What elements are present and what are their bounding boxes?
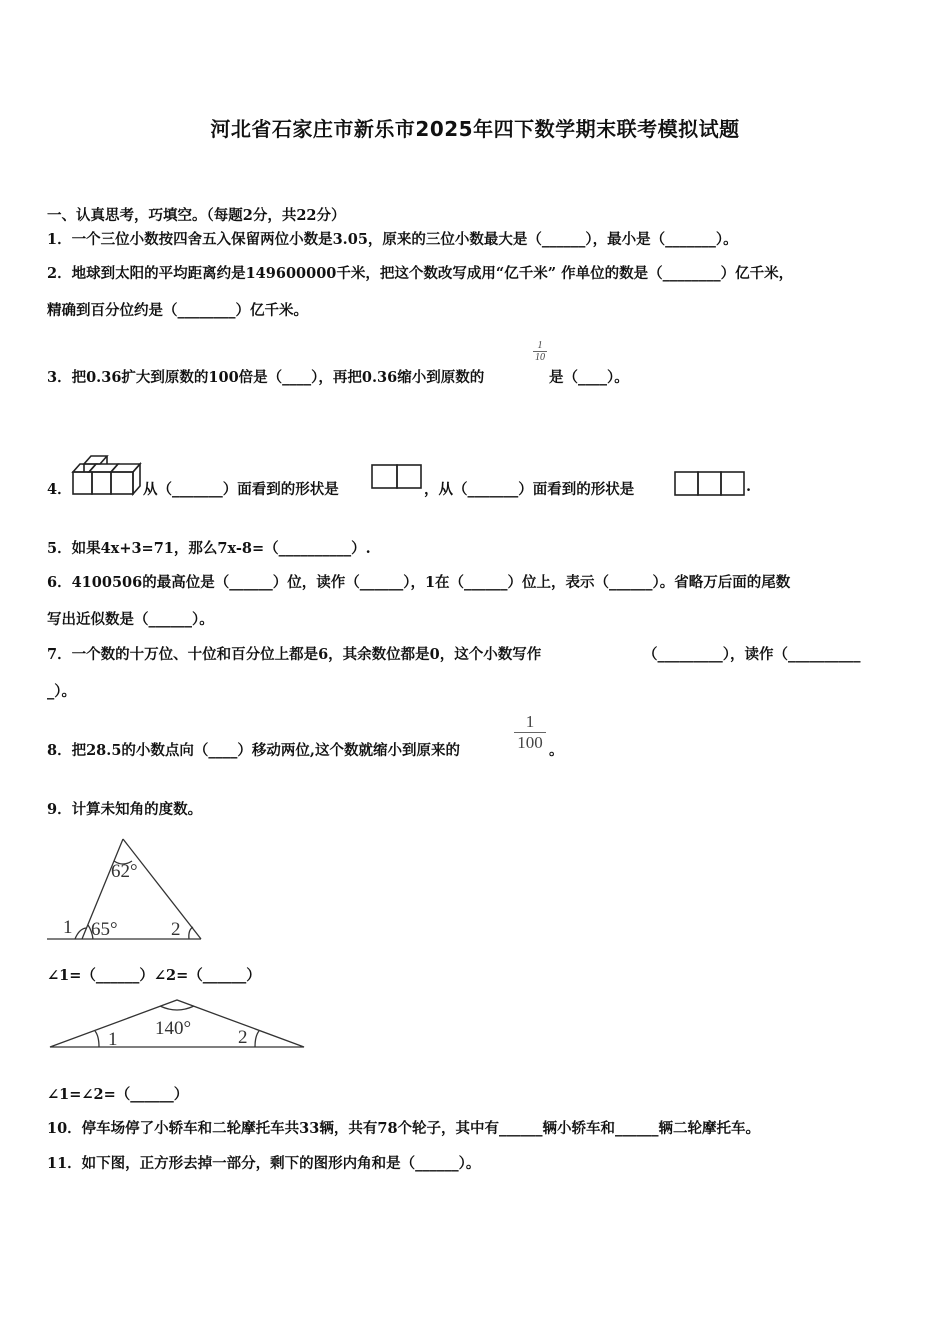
question-3-part-1: 3．把0.36扩大到原数的100倍是（____），再把0.36缩小到原数的 [47, 369, 485, 386]
angle-label-top: 140° [155, 1018, 192, 1039]
angle-label-1: 1 [63, 917, 73, 938]
question-4-part-2: ，从（_______）面看到的形状是 [424, 481, 635, 498]
question-4-end: . [746, 478, 752, 495]
question-3-part-2: 是（____）。 [549, 369, 629, 386]
question-7-line-1: 7．一个数的十万位、十位和百分位上都是6，其余数位都是0，这个小数写作 [47, 646, 542, 663]
fraction-numerator: 1 [537, 340, 543, 351]
question-9-answer-b: ∠1=∠2=（______） [47, 1086, 189, 1103]
fraction-denominator: 100 [514, 732, 546, 753]
cube-stack-figure [70, 452, 144, 496]
question-5: 5．如果4x+3=71，那么7x-8=（__________）. [47, 540, 371, 557]
question-2-line-1: 2．地球到太阳的平均距离约是149600000千米，把这个数改写成用“亿千米” 作单位的数是（________）亿千米， [47, 265, 794, 282]
question-4-part-1: 从（_______）面看到的形状是 [143, 481, 339, 498]
question-1: 1．一个三位小数按四舍五入保留两位小数是3.05，原来的三位小数最大是（______），最小是（_______）。 [47, 231, 738, 248]
question-6-line-1: 6．4100506的最高位是（______）位，读作（______），1在（______）位上，表示（______）。省略万后面的尾数 [47, 574, 791, 591]
question-2-line-2: 精确到百分位约是（________）亿千米。 [47, 302, 308, 319]
question-8-end: 。 [549, 742, 564, 759]
angle-label-1: 1 [108, 1029, 118, 1050]
question-10: 10．停车场停了小轿车和二轮摩托车共33辆，共有78个轮子，其中有______辆小轿车和______辆二轮摩托车。 [47, 1120, 761, 1137]
angle-label-2: 2 [171, 919, 181, 940]
page-title: 河北省石家庄市新乐市2025年四下数学期末联考模拟试题 [210, 117, 740, 141]
two-square-view [371, 464, 423, 490]
section-heading: 一、认真思考，巧填空。（每题2分，共22分） [47, 207, 346, 224]
question-7-line-2: _）。 [47, 683, 76, 700]
angle-label-left-inner: 65° [91, 919, 118, 940]
fraction-denominator: 10 [535, 352, 545, 363]
fraction-one-tenth [533, 340, 547, 363]
question-7-line-1b: （_________），读作（__________ [643, 646, 861, 663]
fraction-numerator: 1 [525, 712, 535, 731]
question-9-answer-a: ∠1=（______）∠2=（______） [47, 967, 261, 984]
fraction-one-hundredth [514, 712, 546, 753]
angle-label-top: 62° [111, 861, 138, 882]
question-8-part-1: 8．把28.5的小数点向（____）移动两位,这个数就缩小到原来的 [47, 742, 460, 759]
angle-label-2: 2 [238, 1027, 248, 1048]
question-6-line-2: 写出近似数是（______）。 [47, 611, 214, 628]
triangle-figure-2 [47, 996, 307, 1052]
three-square-view [674, 471, 746, 497]
question-11: 11．如下图，正方形去掉一部分，剩下的图形内角和是（______）。 [47, 1155, 481, 1172]
question-4-number: 4． [47, 481, 72, 498]
question-9: 9．计算未知角的度数。 [47, 801, 203, 818]
triangle-figure-1 [45, 835, 205, 945]
